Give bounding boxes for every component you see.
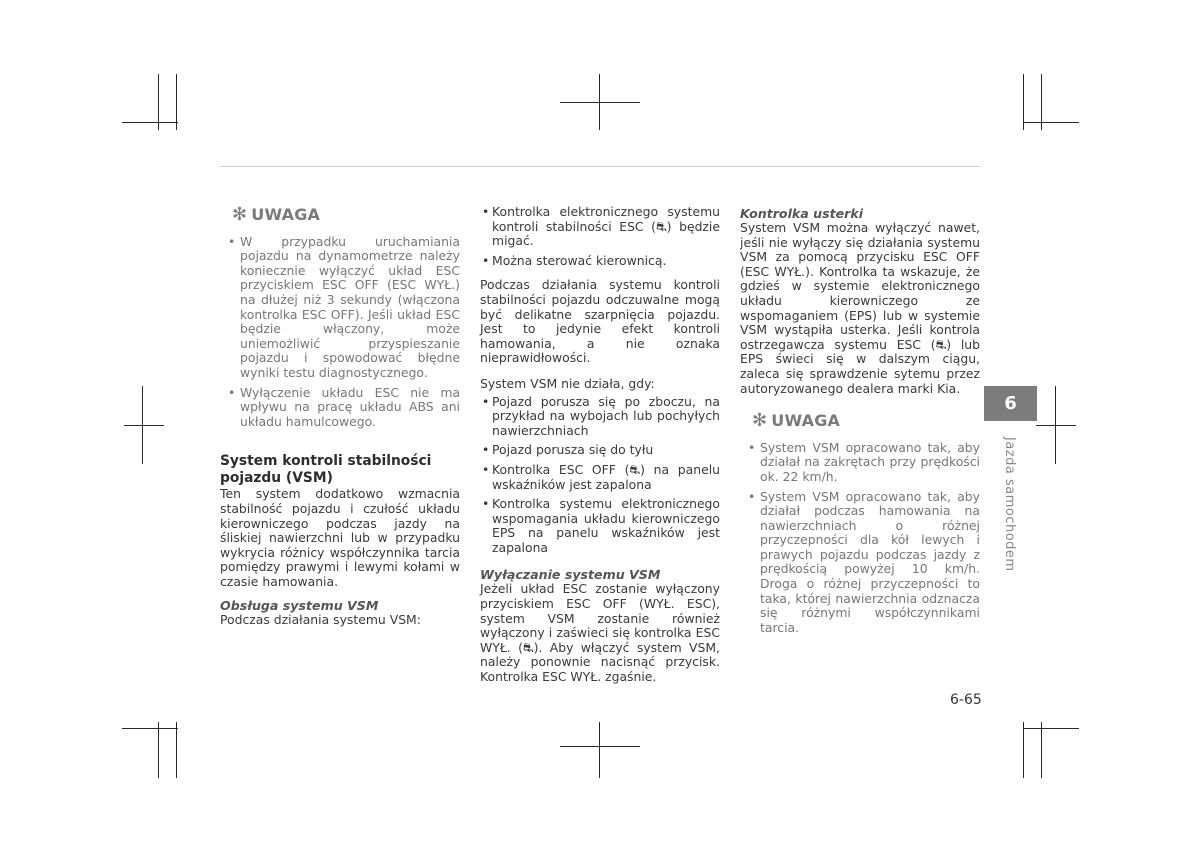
subsection-text: Jeżeli układ ESC zostanie wyłączony przyciskiem ESC OFF (WYŁ. ESC), system VSM zostanie również wyłączony i zaświeci się kontrolka ESC WYŁ. (⛐). Aby włączyć system VSM, należy ponownie nacisnąć przycisk. Kontrolka ESC WYŁ. zgaśnie. bbox=[480, 581, 720, 685]
column-3 bbox=[740, 206, 980, 640]
warning-asterisk-icon: ✻ bbox=[752, 410, 768, 432]
warning-list bbox=[220, 235, 460, 430]
registration-mark bbox=[124, 425, 164, 426]
page-number: 6-65 bbox=[950, 692, 982, 708]
warning-asterisk-icon: ✻ bbox=[232, 204, 248, 225]
section-title: System kontroli stabilności pojazdu (VSM) bbox=[220, 453, 432, 487]
paragraph-lead: System VSM nie działa, gdy: bbox=[480, 375, 655, 391]
column-1 bbox=[220, 204, 460, 628]
crop-mark bbox=[1023, 728, 1079, 729]
chapter-tab: 6 bbox=[984, 386, 1037, 421]
list-item: • Pojazd porusza się po zboczu, na przykład na wybojach lub pochyłych nawierzchniach bbox=[482, 393, 720, 438]
crop-mark bbox=[122, 122, 178, 123]
section-text: Ten system dodatkowo wzmacnia stabilność pojazdu i czułość układu kierowniczego podczas jazdy na śliskiej nawierzchni lub w przypadku wykrycia różnicy współczynnika tarcia pomiędzy prawymi i lewymi kołami w czasie hamowania. bbox=[220, 486, 460, 589]
list-item: • System VSM opracowano tak, aby działał podczas hamowania na nawierzchniach o różnej przyczepności dla kół lewych i prawych pojazdu podczas jazdy z prędkością powyżej 10 km/h. Droga o różnej przyczepności to taka, której nawierzchnia odznacza się różnymi współczynnikami tarcia. bbox=[748, 488, 980, 635]
bullet-list bbox=[480, 395, 720, 556]
header-rule bbox=[220, 166, 980, 167]
registration-mark bbox=[560, 102, 640, 103]
chapter-title: Jazda samochodem bbox=[1002, 437, 1017, 572]
registration-mark bbox=[599, 74, 600, 130]
list-item: • Kontrolka systemu elektronicznego wspomagania układu kierowniczego EPS na panelu wskaźników jest zapalona bbox=[482, 496, 720, 555]
list-item: • Pojazd porusza się do tyłu bbox=[482, 442, 654, 458]
list-item: • Kontrolka elektronicznego systemu kontroli stabilności ESC (⛐) będzie migać. bbox=[482, 204, 720, 249]
column-2 bbox=[480, 205, 720, 685]
warning-heading bbox=[752, 410, 980, 432]
list-item: • System VSM opracowano tak, aby działał na zakrętach przy prędkości ok. 22 km/h. bbox=[748, 439, 980, 484]
subsection-text: Podczas działania systemu VSM: bbox=[220, 612, 421, 628]
warning-list bbox=[740, 441, 980, 636]
subsection-title: Obsługa systemu VSM bbox=[220, 598, 379, 614]
subsection-text: System VSM można wyłączyć nawet, jeśli nie wyłączy się działania systemu VSM za pomocą przycisku ESC OFF (ESC WYŁ.). Kontrolka ta wskazuje, że gdzieś w systemie elektronicznego układu kierowniczego ze wspomaganiem (EPS) lub w systemie VSM wystąpiła usterka. Jeśli kontrola ostrzegawcza systemu ESC (⛐) lub EPS świeci się w dalszym ciągu, zaleca się sprawdzenie sytemu przez autoryzowanego dealera marki Kia. bbox=[740, 220, 980, 396]
bullet-list bbox=[480, 205, 720, 268]
registration-mark bbox=[1055, 386, 1056, 464]
subsection-title: Wyłączanie systemu VSM bbox=[480, 567, 661, 583]
list-item: • Można sterować kierownicą. bbox=[482, 252, 667, 268]
crop-mark bbox=[122, 728, 178, 729]
subsection-title: Kontrolka usterki bbox=[740, 206, 864, 221]
crop-mark bbox=[158, 722, 159, 778]
warning-title: UWAGA bbox=[251, 205, 321, 224]
registration-mark bbox=[599, 722, 600, 778]
registration-mark bbox=[560, 746, 640, 747]
paragraph: Podczas działania systemu kontroli stabilności pojazdu odczuwalne mogą być delikatne szarpnięcia pojazdu. Jest to jedynie efekt kontroli hamowania, a nie oznaka nieprawidłowości. bbox=[480, 277, 720, 366]
list-item: • Wyłączenie układu ESC nie ma wpływu na pracę układu ABS ani układu hamulcowego. bbox=[228, 384, 460, 429]
crop-mark bbox=[176, 722, 177, 778]
list-item: • W przypadku uruchamiania pojazdu na dynamometrze należy koniecznie wyłączyć układ ESC przyciskiem ESC OFF (ESC WYŁ.) na dłużej niż 3 sekundy (włączona kontrolka ESC OFF). Jeśli układ ESC będzie włączony, może uniemożliwić przyspieszanie pojazdu i spowodować błędne wyniki testu diagnostycznego. bbox=[228, 233, 460, 380]
crop-mark bbox=[1023, 122, 1079, 123]
registration-mark bbox=[142, 386, 143, 464]
registration-mark bbox=[1036, 425, 1076, 426]
crop-mark bbox=[1023, 722, 1024, 778]
list-item: • Kontrolka ESC OFF (⛐) na panelu wskaźników jest zapalona bbox=[482, 461, 720, 492]
warning-title: UWAGA bbox=[771, 411, 841, 431]
crop-mark bbox=[1041, 722, 1042, 778]
warning-heading bbox=[232, 204, 460, 225]
